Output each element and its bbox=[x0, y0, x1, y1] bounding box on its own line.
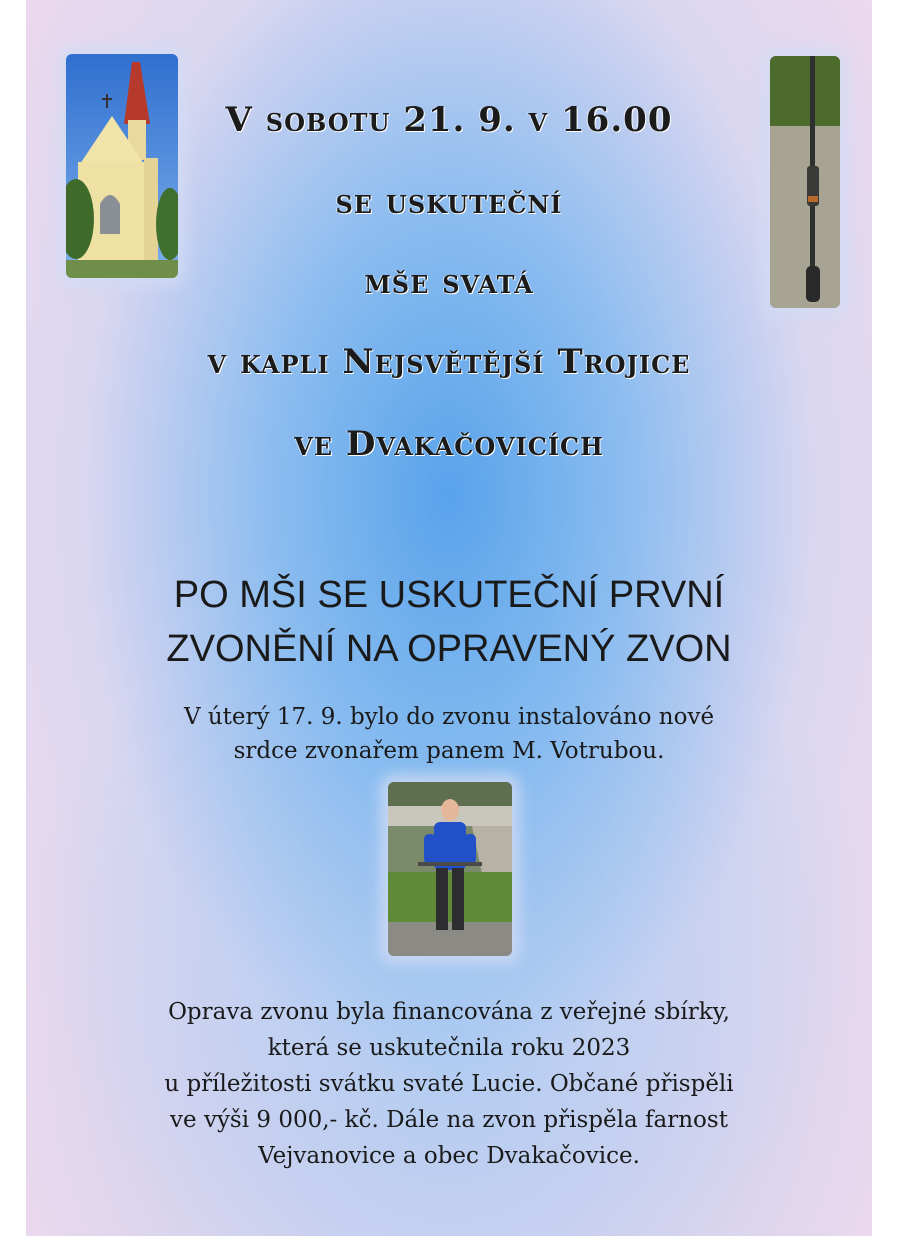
funding-line-1: Oprava zvonu byla financována z veřejné sbírky, bbox=[168, 999, 730, 1025]
poster bbox=[26, 0, 872, 1236]
install-note-line-2: srdce zvonařem panem M. Votrubou. bbox=[233, 738, 665, 764]
install-note-line-1: V úterý 17. 9. bylo do zvonu instalováno nové bbox=[183, 704, 715, 730]
headline-date: V sobotu 21. 9. v 16.00 bbox=[225, 100, 673, 140]
funding-text bbox=[26, 994, 872, 1174]
announcement-line-2: ZVONĚNÍ NA OPRAVENÝ ZVON bbox=[166, 628, 732, 670]
funding-line-2: která se uskutečnila roku 2023 bbox=[267, 1035, 631, 1061]
headline-line-4: v kapli Nejsvětější Trojice bbox=[207, 342, 691, 382]
funding-line-3: u příležitosti svátku svaté Lucie. Občané přispěli bbox=[164, 1071, 734, 1097]
funding-line-5: Vejvanovice a obec Dvakačovice. bbox=[258, 1143, 640, 1169]
chapel-photo bbox=[66, 54, 178, 278]
headline-line-5: ve Dvakačovicích bbox=[294, 424, 604, 464]
bell-founder-photo bbox=[388, 782, 512, 956]
announcement-line-1: PO MŠI SE USKUTEČNÍ PRVNÍ bbox=[173, 574, 725, 616]
headline-line-3: mše svatá bbox=[364, 262, 534, 302]
install-note bbox=[26, 700, 872, 768]
funding-line-4: ve výši 9 000,- kč. Dále na zvon přispěla farnost bbox=[170, 1107, 728, 1133]
headline-line-2: se uskuteční bbox=[335, 182, 563, 222]
